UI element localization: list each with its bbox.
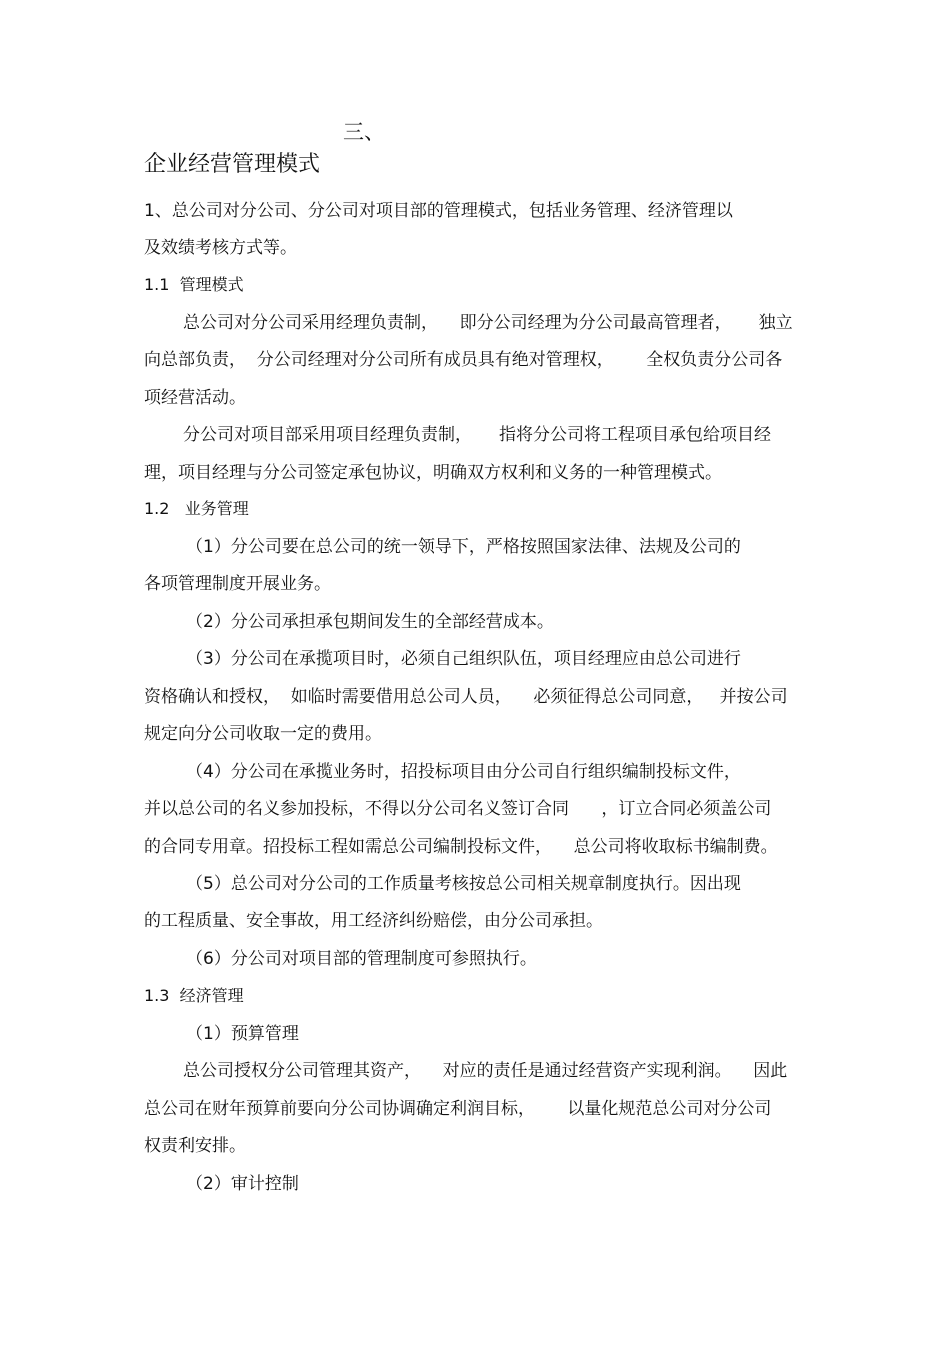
s1-1-para1-line1: 总公司对分公司采用经理负责制， 即分公司经理为分公司最高管理者， 独立 <box>183 313 793 333</box>
s1-2-item1-line2: 各项管理制度开展业务。 <box>144 574 331 594</box>
s1-2-item4-line3: 的合同专用章。招投标工程如需总公司编制投标文件， 总公司将收取标书编制费。 <box>144 837 778 857</box>
s1-2-item6-line1: （6）分公司对项目部的管理制度可参照执行。 <box>186 949 537 969</box>
section-number: 三、 <box>343 120 385 144</box>
item1-line1: 1、总公司对分公司、分公司对项目部的管理模式，包括业务管理、经济管理以 <box>144 201 733 221</box>
s1-3-sub1-heading: （1）预算管理 <box>186 1024 299 1044</box>
subsection-1-3-heading: 1.3 经济管理 <box>144 986 244 1005</box>
s1-2-item3-line3: 规定向分公司收取一定的费用。 <box>144 724 382 744</box>
s1-3-sub2-heading: （2）审计控制 <box>186 1174 299 1194</box>
s1-2-item5-line1: （5）总公司对分公司的工作质量考核按总公司相关规章制度执行。因出现 <box>186 874 741 894</box>
s1-2-item1-line1: （1）分公司要在总公司的统一领导下，严格按照国家法律、法规及公司的 <box>186 537 741 557</box>
s1-1-para1-line2: 向总部负责， 分公司经理对分公司所有成员具有绝对管理权， 全权负责分公司各 <box>144 350 783 370</box>
section-title: 企业经营管理模式 <box>144 152 321 177</box>
subsection-1-2-heading: 1.2 业务管理 <box>144 499 249 518</box>
s1-3-para-line3: 权责利安排。 <box>144 1136 246 1156</box>
s1-1-para2-line2: 理，项目经理与分公司签定承包协议，明确双方权利和义务的一种管理模式。 <box>144 463 722 483</box>
s1-2-item3-line2: 资格确认和授权， 如临时需要借用总公司人员， 必须征得总公司同意， 并按公司 <box>144 687 788 707</box>
subsection-1-1-heading: 1.1 管理模式 <box>144 275 244 294</box>
s1-2-item4-line1: （4）分公司在承揽业务时，招投标项目由分公司自行组织编制投标文件， <box>186 762 741 782</box>
item1-line2: 及效绩考核方式等。 <box>144 238 297 258</box>
s1-2-item5-line2: 的工程质量、安全事故，用工经济纠纷赔偿，由分公司承担。 <box>144 911 603 931</box>
s1-3-para-line2: 总公司在财年预算前要向分公司协调确定利润目标， 以量化规范总公司对分公司 <box>144 1099 772 1119</box>
s1-2-item2-line1: （2）分公司承担承包期间发生的全部经营成本。 <box>186 612 554 632</box>
s1-1-para1-line3: 项经营活动。 <box>144 388 246 408</box>
s1-2-item4-line2: 并以总公司的名义参加投标，不得以分公司名义签订合同 ，订立合同必须盖公司 <box>144 799 772 819</box>
s1-1-para2-line1: 分公司对项目部采用项目经理负责制， 指将分公司将工程项目承包给项目经 <box>183 425 772 445</box>
s1-2-item3-line1: （3）分公司在承揽项目时，必须自己组织队伍，项目经理应由总公司进行 <box>186 649 741 669</box>
s1-3-para-line1: 总公司授权分公司管理其资产， 对应的责任是通过经营资产实现利润。 因此 <box>183 1061 788 1081</box>
